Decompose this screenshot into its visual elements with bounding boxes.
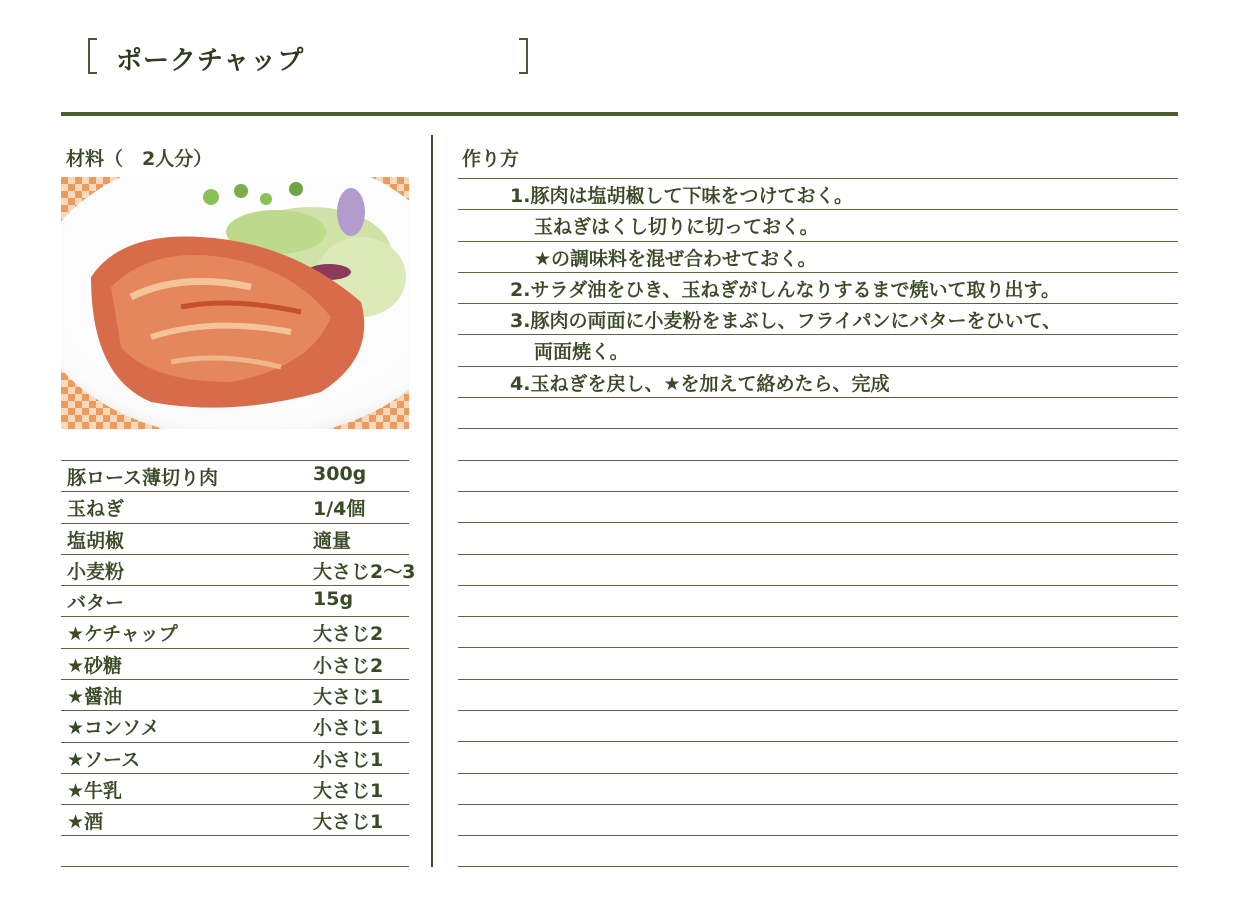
step-line-blank: [458, 428, 1178, 459]
ingredient-name: ★酒: [67, 811, 104, 834]
title-bracket-left: [88, 38, 97, 74]
ingredient-row: [61, 773, 409, 804]
method-header: 作り方: [462, 148, 520, 170]
ingredient-qty: 大さじ2: [313, 623, 384, 646]
step-line: [458, 241, 1178, 272]
ingredient-row: [61, 679, 409, 710]
ingredient-qty: 適量: [313, 529, 352, 552]
ingredient-qty: 大さじ1: [313, 686, 384, 709]
step-line: [458, 303, 1178, 334]
ingredient-qty: 15g: [313, 588, 354, 611]
ingredient-row: [61, 710, 409, 741]
step-line-blank: [458, 773, 1178, 804]
step-line-blank: [458, 522, 1178, 553]
step-text: ★の調味料を混ぜ合わせておく。: [534, 247, 817, 270]
step-line: [458, 334, 1178, 365]
ingredient-name: ★コンソメ: [67, 717, 160, 740]
step-line-blank: [458, 585, 1178, 616]
ingredient-qty: 大さじ1: [313, 811, 384, 834]
step-text: 4.玉ねぎを戻し、★を加えて絡めたら、完成: [510, 372, 890, 395]
column-divider: [431, 135, 433, 867]
ingredient-name: 小麦粉: [67, 560, 125, 583]
ingredient-row: [61, 523, 409, 554]
step-text: 玉ねぎはくし切りに切っておく。: [534, 216, 819, 239]
ingredient-qty: 小さじ1: [313, 717, 384, 740]
ingredient-name: ★醤油: [67, 686, 123, 709]
ingredient-name: 塩胡椒: [67, 529, 125, 552]
ingredient-row: [61, 585, 409, 616]
step-line-blank: [458, 710, 1178, 741]
step-line-blank: [458, 741, 1178, 772]
ingredient-name: ★ソース: [67, 748, 141, 771]
step-line: [458, 178, 1178, 209]
ingredient-name: 玉ねぎ: [67, 498, 125, 521]
step-text: 両面焼く。: [534, 341, 629, 364]
ingredient-row: [61, 554, 416, 585]
step-line-blank: [458, 554, 1178, 585]
step-line: [458, 366, 1178, 397]
ingredient-row: [61, 460, 409, 491]
dish-photo: [61, 177, 409, 429]
ingredient-qty: 300g: [313, 463, 367, 485]
header-rule: [61, 112, 1178, 116]
ingredient-name: ★ケチャップ: [67, 623, 178, 646]
ingredient-row: [61, 616, 409, 647]
ingredient-qty: 小さじ1: [313, 748, 384, 771]
ingredient-row: [61, 648, 409, 679]
title-bracket-right: [519, 38, 528, 74]
ingredient-row: [61, 804, 409, 835]
ingredient-row: [61, 491, 409, 522]
step-line-blank: [458, 835, 1178, 866]
ingredient-qty: 小さじ2: [313, 654, 384, 677]
ingredient-qty: 1/4個: [313, 498, 366, 521]
recipe-title: ポークチャップ: [116, 46, 305, 76]
step-text: 1.豚肉は塩胡椒して下味をつけておく。: [510, 185, 854, 207]
step-line-blank: [458, 460, 1178, 491]
ingredient-name: バター: [67, 592, 125, 615]
step-line-blank: [458, 491, 1178, 522]
step-text: 3.豚肉の両面に小麦粉をまぶし、フライパンにバターをひいて、: [510, 310, 1062, 333]
ingredient-row: [61, 742, 409, 773]
ingredient-qty: 大さじ1: [313, 779, 384, 802]
dish-illustration: [61, 177, 409, 429]
step-line-blank: [458, 647, 1178, 678]
step-line-blank: [458, 679, 1178, 710]
ingredient-name: ★砂糖: [67, 654, 123, 677]
ingredients-header: 材料（ 2人分）: [66, 148, 213, 170]
method-steps: [458, 178, 1178, 867]
ingredient-qty: 大さじ2〜3: [313, 560, 416, 583]
step-line-blank: [458, 804, 1178, 835]
ingredient-name: 豚ロース薄切り肉: [67, 467, 219, 489]
title-area: [88, 38, 528, 78]
ingredients-table: [61, 460, 416, 836]
step-line: [458, 272, 1178, 303]
step-line-blank: [458, 616, 1178, 647]
step-line: [458, 209, 1178, 240]
ingredient-blank-rule: [61, 866, 409, 867]
step-text: 2.サラダ油をひき、玉ねぎがしんなりするまで焼いて取り出す。: [510, 278, 1060, 301]
step-line-blank: [458, 397, 1178, 428]
ingredient-name: ★牛乳: [67, 779, 123, 802]
